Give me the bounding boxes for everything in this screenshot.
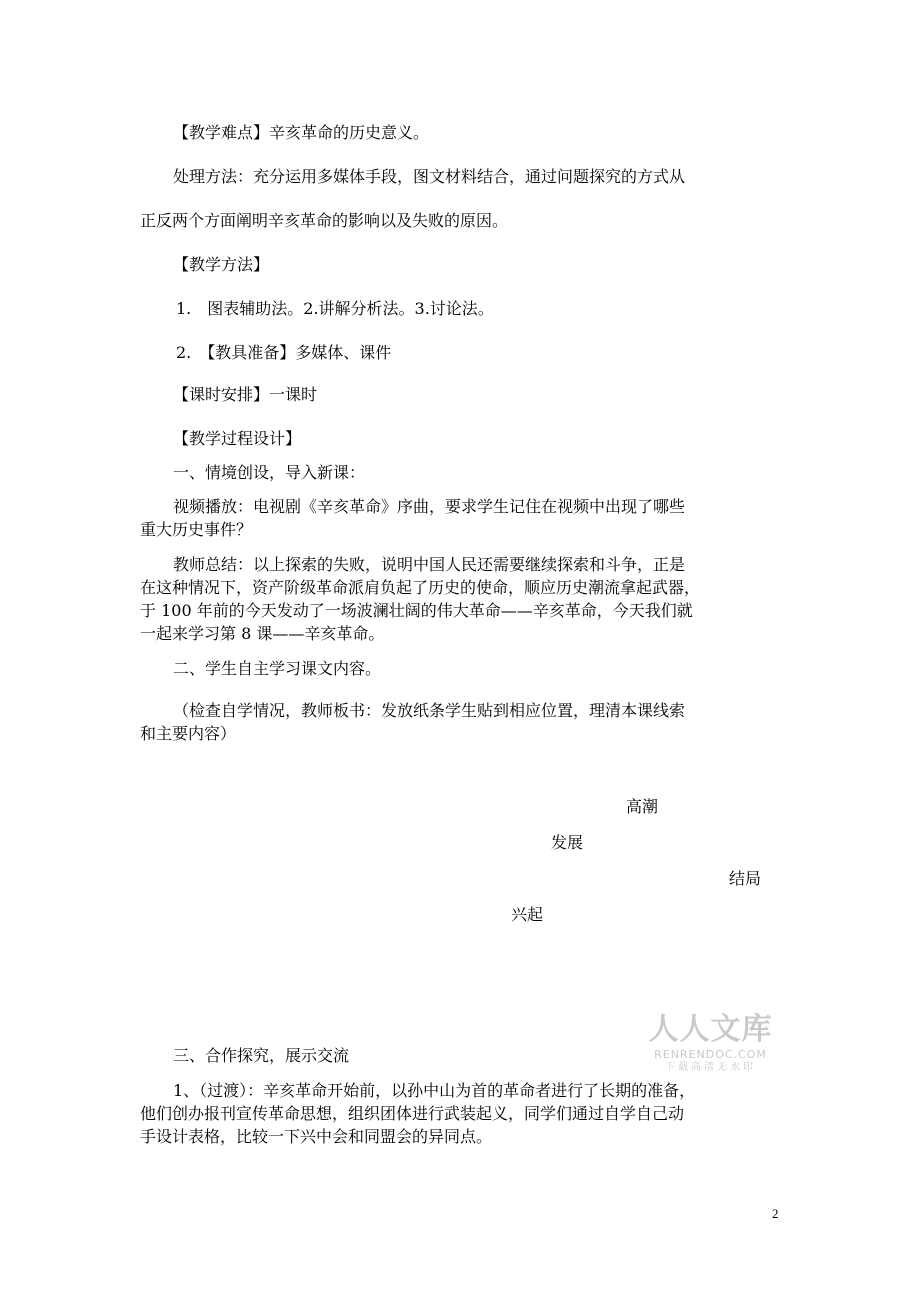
schedule-line: 【课时安排】一课时 (173, 385, 318, 404)
summary-line-3: 于 100 年前的今天发动了一场波澜壮阔的伟大革命——辛亥革命，今天我们就 (140, 601, 693, 620)
diagram-label-peak: 高潮 (626, 797, 659, 816)
watermark-tagline: 下载高清无水印 (665, 1062, 756, 1073)
check-line-1: （检查自学情况，教师板书：发放纸条学生贴到相应位置，理清本课线索 (173, 701, 686, 720)
summary-line-1: 教师总结：以上探索的失败，说明中国人民还需要继续探索和斗争，正是 (173, 555, 686, 574)
video-line-2: 重大历史事件？ (140, 520, 253, 539)
section-one-heading: 一、情境创设，导入新课： (173, 463, 366, 482)
list-item-1: 1. 图表辅助法。2.讲解分析法。3.讨论法。 (176, 299, 494, 318)
summary-line-2: 在这种情况下，资产阶级革命派肩负起了历史的使命，顺应历史潮流拿起武器， (140, 578, 701, 597)
diagram-label-development: 发展 (551, 833, 584, 852)
section-two-heading: 二、学生自主学习课文内容。 (173, 659, 382, 678)
summary-line-4: 一起来学习第 8 课——辛亥革命。 (140, 624, 385, 643)
section-three-heading: 三、合作探究，展示交流 (173, 1046, 350, 1065)
transition-line-1: 1、（过渡）：辛亥革命开始前，以孙中山为首的革命者进行了长期的准备， (173, 1081, 696, 1100)
teaching-method-heading: 【教学方法】 (173, 255, 270, 274)
transition-line-3: 手设计表格，比较一下兴中会和同盟会的异同点。 (140, 1127, 493, 1146)
transition-line-2: 他们创办报刊宣传革命思想，组织团体进行武装起义，同学们通过自学自己动 (140, 1104, 685, 1123)
diagram-label-outcome: 结局 (729, 869, 762, 888)
method-line-2: 正反两个方面阐明辛亥革命的影响以及失败的原因。 (140, 211, 509, 230)
process-heading: 【教学过程设计】 (173, 429, 302, 448)
page-number: 2 (772, 1206, 779, 1221)
video-line-1: 视频播放：电视剧《辛亥革命》序曲，要求学生记住在视频中出现了哪些 (173, 497, 686, 516)
watermark-logo (648, 1012, 773, 1078)
watermark-brand-en: RENRENDOC.COM (654, 1048, 767, 1061)
check-line-2: 和主要内容） (140, 724, 237, 743)
diagram-label-rise: 兴起 (511, 905, 544, 924)
teaching-difficulty-line: 【教学难点】辛亥革命的历史意义。 (173, 123, 430, 142)
method-line-1: 处理方法：充分运用多媒体手段，图文材料结合，通过问题探究的方式从 (173, 167, 686, 186)
list-item-2: 2. 【教具准备】多媒体、课件 (176, 343, 392, 362)
watermark-brand-cn: 人人文库 (648, 1012, 773, 1047)
